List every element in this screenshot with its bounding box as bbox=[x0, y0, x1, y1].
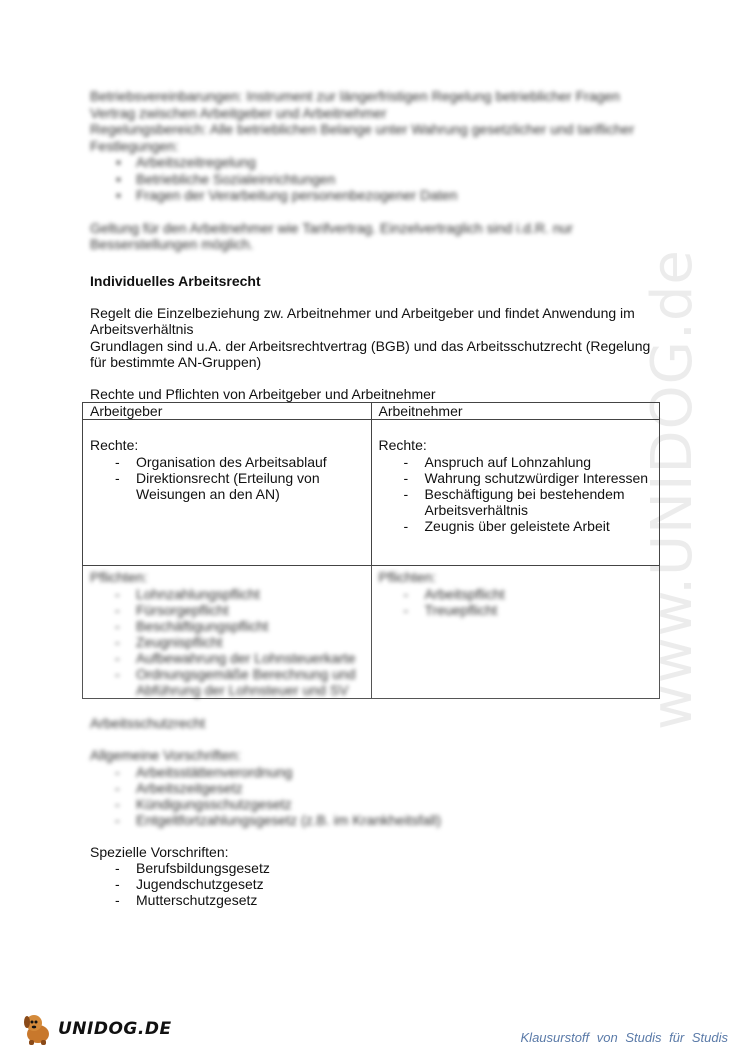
list-item: - Berufsbildungsgesetz bbox=[115, 860, 665, 876]
list-item: - Arbeitsstättenverordnung bbox=[115, 764, 665, 780]
table-caption: Rechte und Pflichten von Arbeitgeber und Arbeitnehmer bbox=[90, 385, 436, 402]
speziell-list bbox=[90, 860, 665, 908]
document-page bbox=[90, 88, 665, 908]
list-item: - Beschäftigungspflicht bbox=[115, 618, 364, 634]
list-item: - Kündigungsschutzgesetz bbox=[115, 796, 665, 812]
dog-icon bbox=[20, 1012, 56, 1046]
list-item: - Fürsorgepflicht bbox=[115, 602, 364, 618]
geltung-line: Geltung für den Arbeitnehmer wie Tarifvertrag. Einzelvertraglich sind i.d.R. nur bbox=[90, 219, 573, 236]
list-item: - Arbeitspflicht bbox=[404, 586, 653, 602]
intro-line: Regelungsbereich: Alle betrieblichen Belange unter Wahrung gesetzlicher und tariflicher bbox=[90, 121, 635, 137]
watermark: www.UNIDOG.de bbox=[640, 249, 705, 730]
arbeitsschutz-block bbox=[90, 715, 665, 828]
list-item: - Beschäftigung bei bestehendem Arbeitsverhältnis bbox=[404, 486, 653, 518]
list-item: - Aufbewahrung der Lohnsteuerkarte bbox=[115, 650, 364, 666]
arbeitsschutz-title: Arbeitsschutzrecht bbox=[90, 714, 206, 731]
list-item: - Ordnungsgemäße Berechnung und Abführung der Lohnsteuer und SV bbox=[115, 666, 364, 698]
cell-title: Pflichten: bbox=[90, 569, 148, 585]
unidog-logo[interactable] bbox=[20, 1012, 172, 1046]
cell-title: Rechte: bbox=[378, 437, 427, 453]
list-item: • Betriebliche Sozialeinrichtungen bbox=[116, 171, 665, 188]
list-item: - Zeugnis über geleistete Arbeit bbox=[404, 518, 653, 534]
intro-line: Festlegungen: bbox=[90, 137, 179, 154]
rights-duties-table bbox=[82, 402, 660, 699]
column-header-arbeitgeber: Arbeitgeber bbox=[83, 403, 372, 420]
list-item: - Anspruch auf Lohnzahlung bbox=[404, 454, 653, 470]
section-para: für bestimmte AN-Gruppen) bbox=[90, 354, 262, 370]
column-header-arbeitnehmer: Arbeitnehmer bbox=[371, 403, 660, 420]
ag-rechte-cell bbox=[83, 420, 372, 566]
ag-pflichten-cell bbox=[83, 566, 372, 699]
cell-title: Pflichten: bbox=[378, 569, 437, 585]
intro-line: Vertrag zwischen Arbeitgeber und Arbeitnehmer bbox=[90, 104, 387, 121]
list-item: - Lohnzahlungspflicht bbox=[115, 586, 364, 602]
an-rechte-cell bbox=[371, 420, 660, 566]
logo-text: UNIDOG.DE bbox=[58, 1019, 172, 1039]
list-item: - Arbeitszeitgesetz bbox=[115, 780, 665, 796]
speziell-title: Spezielle Vorschriften: bbox=[90, 843, 229, 860]
intro-line: Betriebsvereinbarungen: Instrument zur längerfristigen Regelung betrieblicher Fragen bbox=[90, 88, 620, 104]
an-pflichten-cell bbox=[371, 566, 660, 699]
list-item: - Jugendschutzgesetz bbox=[115, 876, 665, 892]
intro-bullet-list bbox=[90, 154, 665, 204]
intro-block bbox=[90, 88, 665, 253]
geltung-line: Besserstellungen möglich. bbox=[90, 236, 254, 252]
list-item: - Treuepflicht bbox=[404, 602, 653, 618]
list-item: - Entgeltfortzahlungsgesetz (z.B. im Krankheitsfall) bbox=[115, 812, 665, 828]
list-item: - Organisation des Arbeitsablauf bbox=[115, 454, 364, 470]
list-item: - Direktionsrecht (Erteilung von Weisungen an den AN) bbox=[115, 470, 364, 502]
section-para: Grundlagen sind u.A. der Arbeitsrechtvertrag (BGB) und das Arbeitsschutzrecht (Regelung bbox=[90, 337, 651, 354]
list-item: • Arbeitszeitregelung bbox=[116, 154, 665, 171]
allgemein-list bbox=[90, 764, 665, 828]
section-para: Regelt die Einzelbeziehung zw. Arbeitnehmer und Arbeitgeber und findet Anwendung im bbox=[90, 304, 635, 321]
list-item: - Wahrung schutzwürdiger Interessen bbox=[404, 470, 653, 486]
section-para: Arbeitsverhältnis bbox=[90, 321, 194, 337]
list-item: - Mutterschutzgesetz bbox=[115, 892, 665, 908]
list-item: - Zeugnispflicht bbox=[115, 634, 364, 650]
cell-title: Rechte: bbox=[90, 437, 139, 453]
footer-tagline: Klausurstoff von Studis für Studis bbox=[520, 1030, 728, 1045]
section-heading: Individuelles Arbeitsrecht bbox=[90, 272, 261, 289]
list-item: • Fragen der Verarbeitung personenbezogener Daten bbox=[116, 187, 665, 204]
allgemein-title: Allgemeine Vorschriften: bbox=[90, 747, 241, 763]
